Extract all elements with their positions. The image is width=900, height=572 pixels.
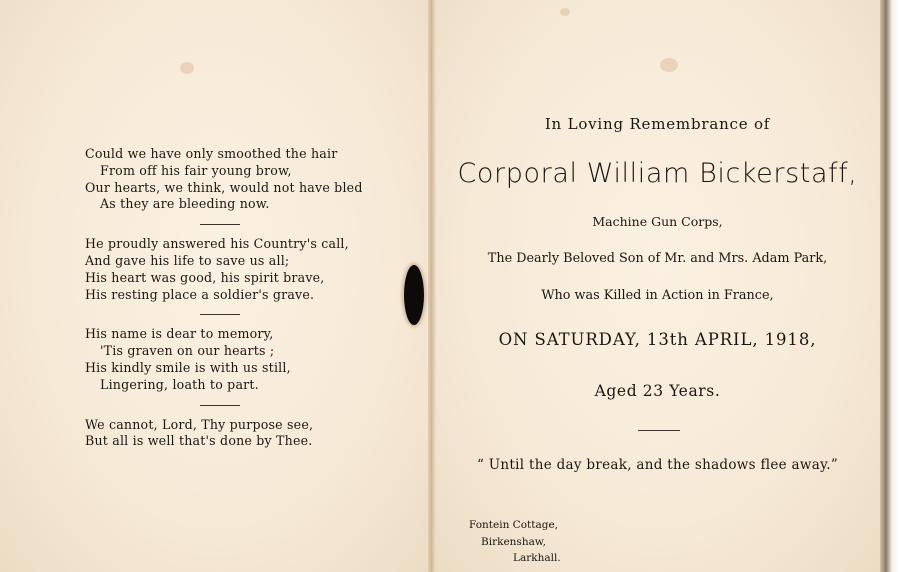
death-circumstance: Who was Killed in Action in France,: [541, 288, 774, 303]
poem-line: His resting place a soldier's grave.: [85, 286, 315, 302]
poem-line: Lingering, loath to part.: [100, 376, 259, 392]
poem-stanza: [85, 326, 385, 393]
poem-stanza: [85, 146, 385, 213]
poem-line: His heart was good, his spirit brave,: [85, 269, 325, 285]
poem-line: As they are bleeding now.: [100, 196, 270, 212]
stanza-divider: [200, 224, 240, 225]
paper-stain: [660, 58, 678, 72]
page-edge: [880, 0, 900, 572]
poem-line: We cannot, Lord, Thy purpose see,: [85, 416, 314, 432]
parents-line: The Dearly Beloved Son of Mr. and Mrs. Adam Park,: [487, 251, 828, 266]
paper-stain: [180, 62, 194, 74]
poem-line: His name is dear to memory,: [85, 326, 274, 342]
military-unit: Machine Gun Corps,: [592, 214, 723, 229]
poem-line: His kindly smile is with us still,: [85, 359, 291, 375]
section-divider: [638, 430, 680, 431]
age-line: Aged 23 Years.: [594, 382, 721, 400]
stanza-divider: [200, 405, 240, 406]
family-address: [469, 517, 561, 567]
poem-line: And gave his life to save us all;: [85, 252, 290, 268]
address-line: Fontein Cottage,: [469, 519, 559, 531]
poem-line: Our hearts, we think, would not have bled: [85, 179, 363, 195]
remembrance-heading: In Loving Remembrance of: [544, 115, 771, 133]
poem-line: He proudly answered his Country's call,: [85, 236, 349, 252]
poem-stanza: [85, 236, 385, 303]
paper-stain: [560, 8, 570, 16]
scripture-quote: “ Until the day break, and the shadows flee away.”: [476, 457, 839, 473]
poem-line: Could we have only smoothed the hair: [85, 146, 338, 161]
address-line: Birkenshaw,: [481, 535, 546, 548]
punched-hole: [404, 265, 424, 325]
deceased-name: Corporal William Bickerstaff,: [457, 158, 858, 189]
stanza-divider: [200, 314, 240, 315]
right-page: [433, 0, 882, 572]
book-spine: [428, 0, 436, 572]
death-date: ON SATURDAY, 13th APRIL, 1918,: [498, 330, 817, 349]
poem-line: But all is well that's done by Thee.: [85, 433, 313, 449]
poem-stanza: [85, 417, 385, 451]
memorial-poem: [85, 146, 385, 450]
poem-line: From off his fair young brow,: [100, 162, 292, 178]
address-line: Larkhall.: [513, 552, 561, 564]
poem-line: 'Tis graven on our hearts ;: [100, 343, 275, 359]
